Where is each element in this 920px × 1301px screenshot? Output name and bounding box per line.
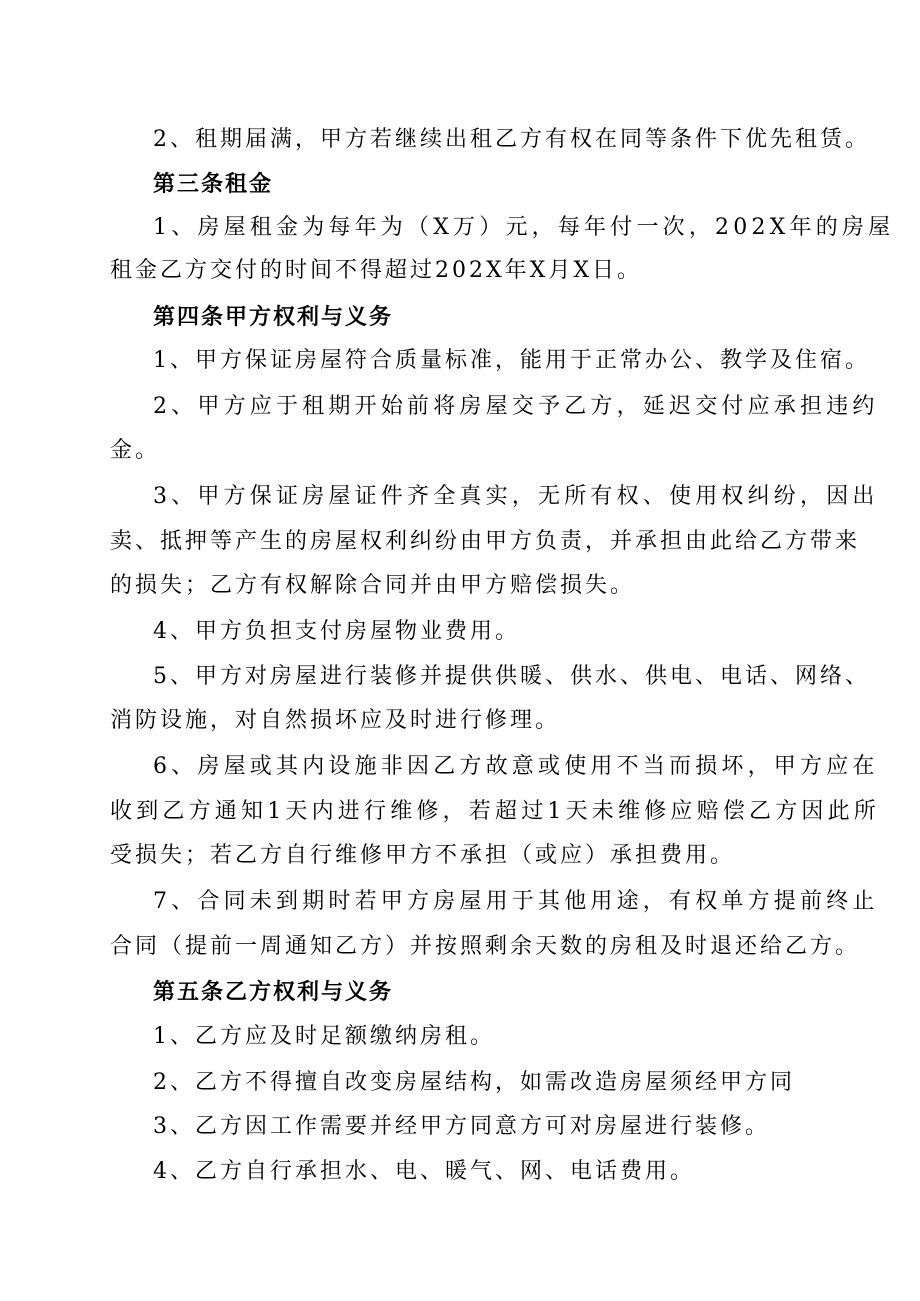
paragraph-line: 1、乙方应及时足额缴纳房租。 — [153, 1024, 495, 1049]
paragraph-line: 6、房屋或其内设施非因乙方故意或使用不当而损坏，甲方应在 — [153, 754, 879, 779]
paragraph-line: 4、乙方自行承担水、电、暖气、网、电话费用。 — [153, 1159, 695, 1184]
paragraph-line: 收到乙方通知1天内进行维修，若超过1天未维修应赔偿乙方因此所 — [110, 799, 880, 824]
paragraph-line: 5、甲方对房屋进行装修并提供供暖、供水、供电、电话、网络、 — [153, 664, 870, 689]
paragraph-line: 2、甲方应于租期开始前将房屋交予乙方，延迟交付应承担违约 — [153, 394, 879, 419]
paragraph-line: 2、租期届满，甲方若继续出租乙方有权在同等条件下优先租赁。 — [153, 127, 870, 152]
paragraph-line: 合同（提前一周通知乙方）并按照剩余天数的房租及时退还给乙方。 — [110, 934, 861, 959]
paragraph-line: 7、合同未到期时若甲方房屋用于其他用途，有权单方提前终止 — [153, 889, 879, 914]
paragraph-line: 租金乙方交付的时间不得超过202X年X月X日。 — [110, 258, 642, 283]
paragraph-line: 1、甲方保证房屋符合质量标准，能用于正常办公、教学及住宿。 — [153, 348, 870, 373]
paragraph-line: 2、乙方不得擅自改变房屋结构，如需改造房屋须经甲方同 — [153, 1070, 795, 1095]
section-heading: 第四条甲方权利与义务 — [153, 304, 394, 330]
paragraph-line: 3、甲方保证房屋证件齐全真实，无所有权、使用权纠纷，因出 — [153, 484, 879, 509]
paragraph-line: 的损失；乙方有权解除合同并由甲方赔偿损失。 — [110, 573, 636, 598]
paragraph-line: 卖、抵押等产生的房屋权利纠纷由甲方负责，并承担由此给乙方带来 — [110, 529, 861, 554]
section-heading: 第五条乙方权利与义务 — [153, 979, 394, 1005]
section-heading: 第三条租金 — [153, 171, 274, 197]
paragraph-line: 1、房屋租金为每年为（X万）元，每年付一次，202X年的房屋 — [153, 215, 895, 240]
paragraph-line: 受损失；若乙方自行维修甲方不承担（或应）承担费用。 — [110, 843, 736, 868]
paragraph-line: 3、乙方因工作需要并经甲方同意方可对房屋进行装修。 — [153, 1114, 770, 1139]
paragraph-line: 金。 — [110, 438, 161, 463]
paragraph-line: 4、甲方负担支付房屋物业费用。 — [153, 619, 520, 644]
paragraph-line: 消防设施，对自然损坏应及时进行修理。 — [110, 708, 561, 733]
